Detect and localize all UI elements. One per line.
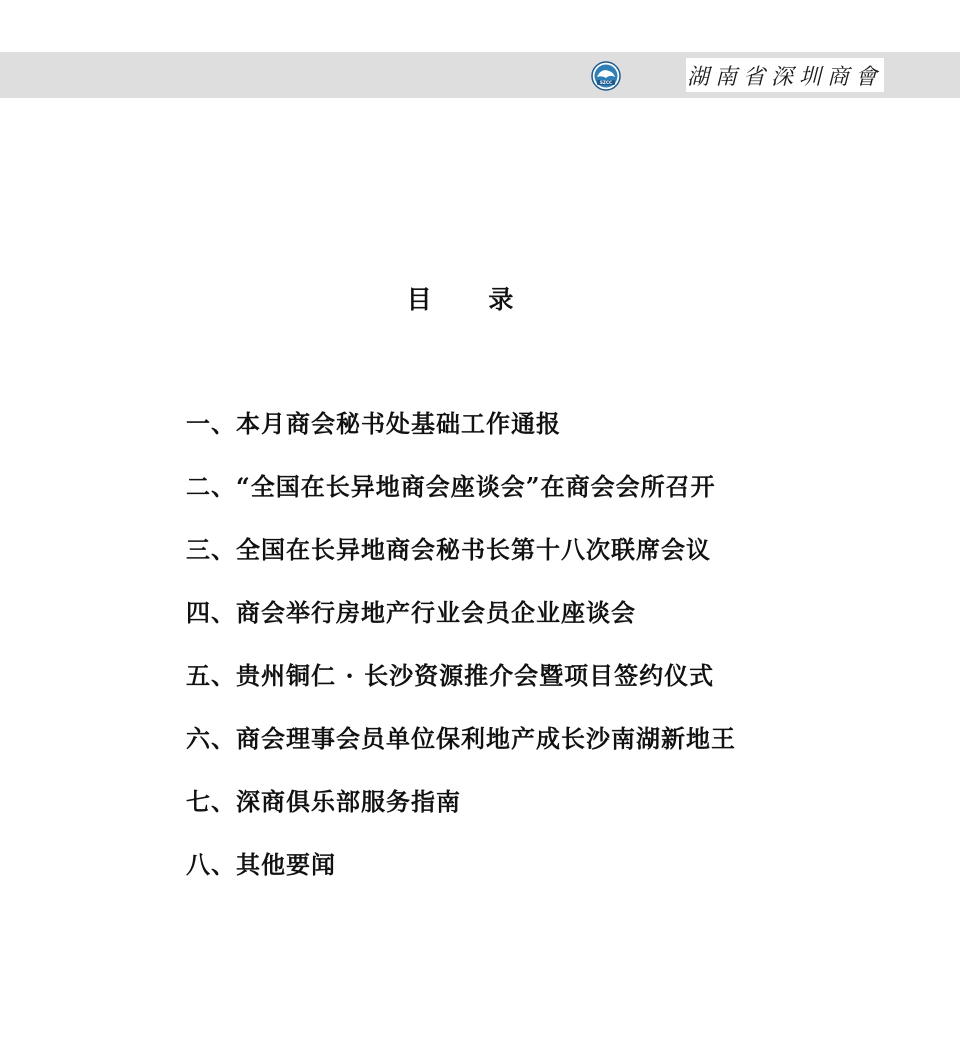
toc-list [186, 404, 926, 908]
org-name-box [686, 58, 884, 92]
toc-item: 六、商会理事会员单位保利地产成长沙南湖新地王 [186, 724, 736, 753]
toc-item: 七、深商俱乐部服务指南 [186, 787, 461, 816]
header-band [0, 52, 960, 98]
toc-item: 二、“全国在长异地商会座谈会”在商会会所召开 [186, 472, 716, 501]
toc-title: 目 录 [406, 285, 538, 314]
toc-item: 八、其他要闻 [186, 850, 336, 879]
chamber-logo-icon [591, 61, 621, 91]
toc-item: 五、贵州铜仁 · 长沙资源推介会暨项目签约仪式 [186, 661, 715, 690]
toc-item: 三、全国在长异地商会秘书长第十八次联席会议 [186, 535, 711, 564]
logo-text: SZCC [599, 80, 613, 85]
toc-item: 四、商会举行房地产行业会员企业座谈会 [186, 598, 636, 627]
toc-item: 一、本月商会秘书处基础工作通报 [186, 409, 561, 438]
org-name: 湖南省深圳商會 [686, 64, 883, 90]
